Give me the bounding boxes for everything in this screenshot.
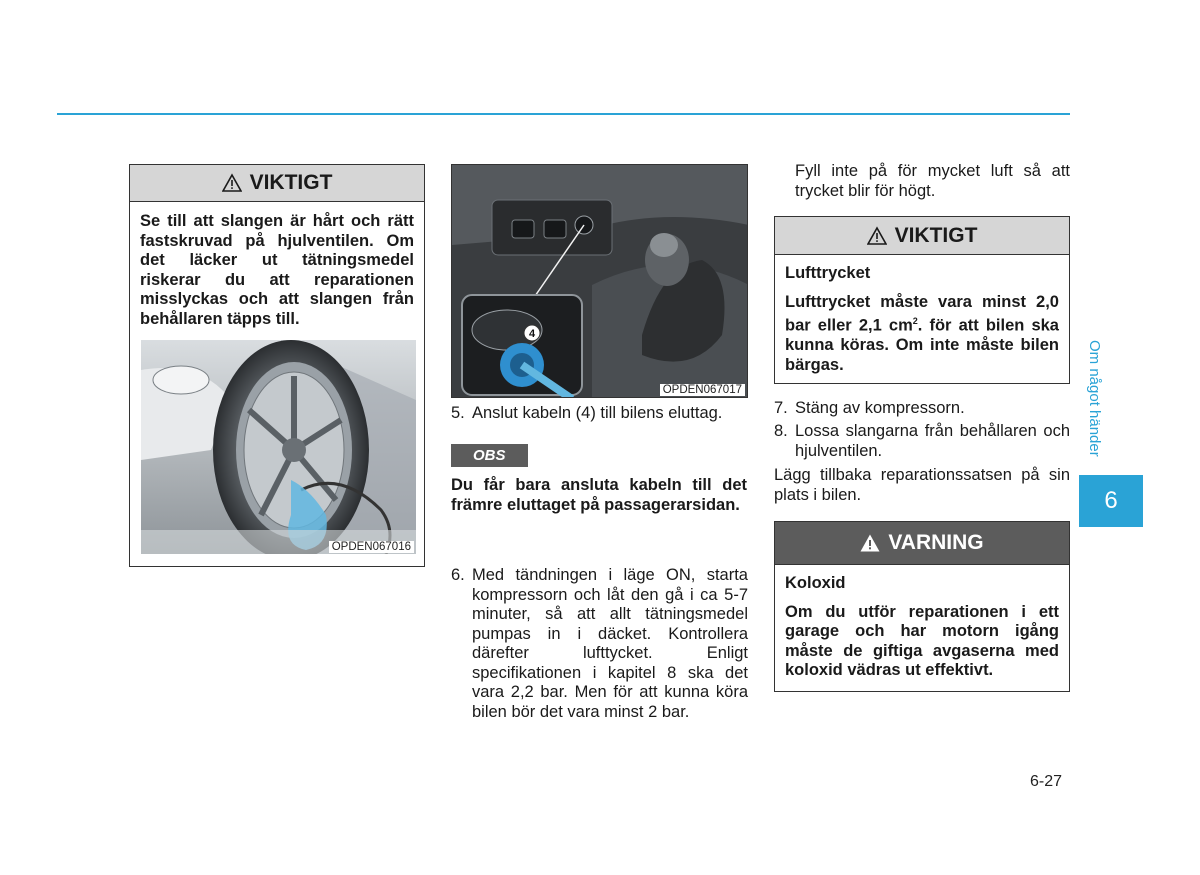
warning-triangle-icon: [867, 226, 887, 246]
chapter-tab: 6: [1079, 475, 1143, 527]
danger-header: [775, 522, 1069, 565]
warning-box-right: [774, 216, 1070, 384]
warning-heading: Lufttrycket: [785, 264, 871, 282]
obs-badge: OBS: [451, 444, 528, 467]
warning-title: VIKTIGT: [249, 171, 333, 194]
step-number: 5.: [451, 404, 465, 422]
danger-title: VARNING: [888, 531, 984, 554]
step-8: [774, 422, 1070, 461]
photo-code: OPDEN067017: [660, 384, 745, 396]
step-number: 6.: [451, 566, 465, 584]
top-rule: [57, 113, 1070, 115]
warning-body: [775, 255, 1069, 385]
step-6: [451, 566, 748, 722]
step-number: 8.: [774, 422, 788, 440]
warning-box-left: [129, 164, 425, 567]
step-text: Anslut kabeln (4) till bilens eluttag.: [472, 404, 723, 422]
warning-text: Lufttrycket måste vara minst 2,0 bar eller 2,1 $cm^2$. för att bilen ska kunna köras. Om inte måste bilen bärgas.: [785, 292, 1059, 374]
chapter-side-label: Om något händer: [1086, 340, 1103, 457]
step-text: Lossa slangarna från behållaren och hjulventilen.: [795, 422, 1070, 460]
after-paragraph: Lägg tillbaka reparationssatsen på sin plats i bilen.: [774, 466, 1070, 504]
car-wheel-illustration: [141, 340, 416, 554]
danger-body: [775, 565, 1069, 691]
danger-text: Om du utför reparationen i ett garage och har motorn igång måste de giftiga avgaserna med koloxid vädras ut effektivt.: [785, 602, 1059, 679]
intro-paragraph: Fyll inte på för mycket luft så att trycket blir för högt.: [795, 162, 1070, 200]
warning-title: VIKTIGT: [894, 223, 978, 247]
obs-note: Du får bara ansluta kabeln till det främre eluttaget på passagerarsidan.: [451, 476, 747, 514]
photo-code: OPDEN067016: [329, 541, 414, 553]
console-illustration: [452, 165, 748, 398]
step-7: [774, 399, 1070, 419]
danger-box: [774, 521, 1070, 692]
step-text: Med tändningen i läge ON, starta kompressorn och låt den gå i ca 5-7 minuter, så att allt tätningsmedel pumpas in i däcket. Kontrollera därefter lufttycket. Enligt specifikationen i kapitel 8 ska det vara 2,2 bar. Men för att kunna köra bilen bör det vara minst 2 bar.: [472, 566, 748, 721]
warning-header: [775, 217, 1069, 255]
step-5: [451, 404, 748, 424]
step-text: Stäng av kompressorn.: [795, 399, 965, 417]
warning-header: [130, 165, 424, 202]
warning-triangle-icon: [222, 173, 242, 193]
danger-heading: Koloxid: [785, 574, 846, 592]
danger-triangle-icon: [860, 533, 880, 553]
warning-body: Se till att slangen är hårt och rätt fastskruvad på hjulventilen. Om det läcker ut tätningsmedel riskerar du att reparationen misslyckas och att slangen från behållaren täpps till.: [140, 212, 414, 328]
page-number: 6-27: [1030, 773, 1063, 790]
callout-label: 4: [528, 328, 536, 340]
power-outlet-photo: [451, 164, 748, 398]
step-number: 7.: [774, 399, 788, 417]
tire-valve-photo: [141, 340, 416, 554]
